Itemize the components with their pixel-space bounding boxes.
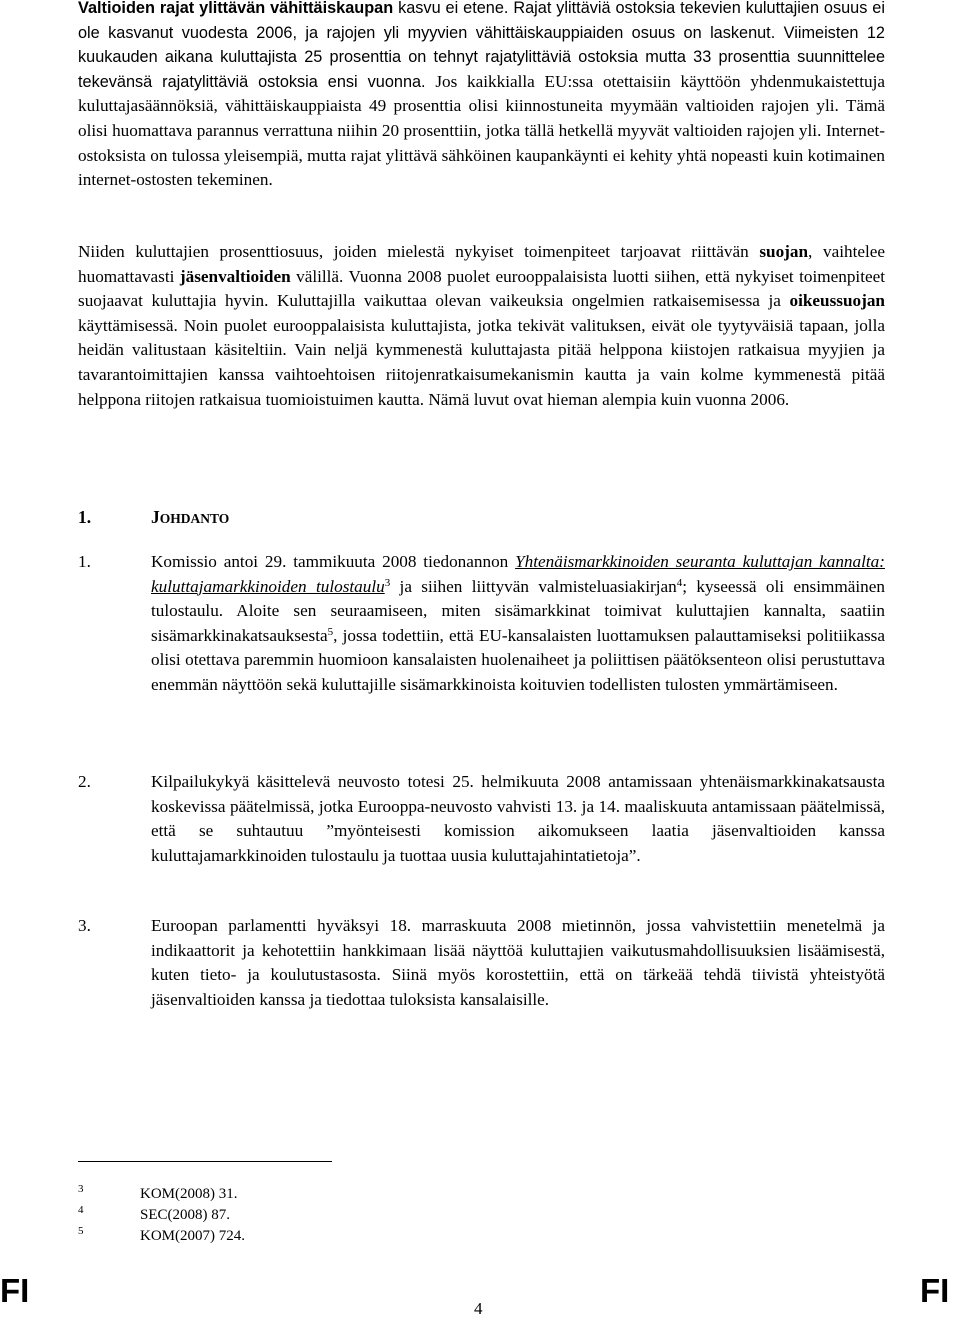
item-number: 2. xyxy=(78,772,91,791)
section-number: 1. xyxy=(78,507,92,527)
item-text: Komissio antoi 29. tammikuuta 2008 tiedonannon Yhtenäismarkkinoiden seuranta kuluttajan kannalta: kuluttajamarkkinoiden tulostaulu$^3$ ja siihen liittyvän valmisteluasiakirjan$^4$; kyseessä oli ensimmäinen tulostaulu. Aloite sen seuraamiseen, miten sisämarkkinat toimivat kuluttajien kannalta, saatiin sisämarkkinakatsauksesta$^5$, jossa todettiin, että EU-kansalaisten luottamuksen palauttamiseksi politiikassa olisi otettava paremmin huomioon kansalaisten huolenaiheet ja poliittisen päätöksenteon olisi perustuttava enemmän näyttöön sekä kuluttajille sisämarkkinoista koituvien todellisten tulosten ymmärtämiseen. xyxy=(151,552,885,694)
footnote-separator xyxy=(78,1161,332,1162)
item-text: Kilpailukykyä käsittelevä neuvosto totesi 25. helmikuuta 2008 antamissaan yhtenäismarkkinakatsausta koskevissa päätelmissä, jotka Eurooppa-neuvosto vahvisti 13. ja 14. maaliskuuta antamissaan päätelmissä, että se suhtautuu ”myönteisesti komission aikomukseen laatia jäsenvaltioiden kanssa kuluttajamarkkinoiden tulostaulu ja tuottaa uusia kuluttajahintatietoja”. xyxy=(151,772,885,865)
item-number: 3. xyxy=(78,916,91,935)
paragraph-consumer-protection: Niiden kuluttajien prosenttiosuus, joiden mielestä nykyiset toimenpiteet tarjoavat riittävän suojan, vaihtelee huomattavasti jäsenvaltioiden välillä. Vuonna 2008 puolet eurooppalaisista luotti siihen, että nykyiset toimenpiteet suojaavat kuluttajia hyvin. Kuluttajilla vaikuttaa olevan vaikeuksia ongelmien ratkaisemisessa ja oikeussuojan käyttämisessä. Noin puolet eurooppalaisista kuluttajista, jotka tekivät valituksen, eivät ole tyytyväisiä tapaan, jolla heidän valitustaan käsiteltiin. Vain neljä kymmenestä kuluttajasta pitää helppona kiistojen ratkaisua myyjien ja tavarantoimittajien kanssa vaihtoehtoisen riitojenratkaisumekanismin kautta ja vain kolme kymmenestä pitää helppona riitojen ratkaisua tuomioistuimen kautta. Nämä luvut ovat hieman alempia kuin vuonna 2006. xyxy=(78,242,886,409)
bold-term: suojan xyxy=(759,242,809,261)
publication-title: Yhtenäismarkkinoiden seuranta kuluttajan kannalta: kuluttajamarkkinoiden tulostaulu xyxy=(151,552,885,596)
footnote-text: KOM(2007) 724. xyxy=(140,1228,245,1244)
footnote-number: 4 xyxy=(78,1204,84,1216)
footnote-number: 3 xyxy=(78,1183,84,1195)
item-number: 1. xyxy=(78,552,91,571)
footer-language-left: FI xyxy=(0,1272,30,1309)
footnote-ref: 5 xyxy=(327,625,334,638)
item-text: Euroopan parlamentti hyväksyi 18. marraskuuta 2008 mietinnön, jossa vahvistettiin menetelmä ja indikaattorit ja kehotettiin hankkimaan lisää näyttöä kuluttajien vaikutusmahdollisuuksien lisäämisestä, kuten tieto- ja koulutustasosta. Siinä myös korostettiin, että on tärkeää tehdä tiivistä yhteistyötä jäsenvaltioiden kanssa ja tiedottaa tuloksista kansalaisille. xyxy=(151,916,885,1009)
footnote-text: SEC(2008) 87. xyxy=(140,1207,230,1223)
footer-language-right: FI xyxy=(920,1272,950,1309)
section-heading: 1. JOHDANTO xyxy=(78,507,230,527)
page-number: 4 xyxy=(474,1299,483,1318)
bold-term: jäsenvaltioiden xyxy=(179,266,291,286)
footnote-number: 5 xyxy=(78,1225,84,1237)
footnote-ref: 3 xyxy=(384,576,391,589)
paragraph-cross-border-retail: Valtioiden rajat ylittävän vähittäiskaupan kasvu ei etene. Rajat ylittäviä ostoksia tekevien kuluttajien osuus ei ole kasvanut vuodesta 2006, ja rajojen yli myyvien vähittäiskauppiaiden osuus on laskenut. Viimeisten 12 kuukauden aikana kuluttajista 25 prosenttia on tehnyt rajatylittäviä ostoksia mutta 33 prosenttia suunnittelee tekevänsä rajatylittäviä ostoksia ensi vuonna. Jos kaikkialla EU:ssa otettaisiin käyttöön yhdenmukaistettuja kuluttajasäännöksiä, vähittäiskauppiaista 49 prosenttia olisi kiinnostuneita myymään valtioiden rajojen yli. Tämä olisi huomattava parannus verrattuna niihin 20 prosenttiin, jotka tällä hetkellä myyvät valtioiden rajojen yli. Internet-ostoksista on tulossa yleisempiä, mutta rajat ylittävä sähköinen kaupankäynti ei kehity yhtä nopeasti kuin kotimainen internet-ostosten tekeminen. xyxy=(78,0,885,190)
footnote-ref: 4 xyxy=(676,576,683,589)
bold-term: oikeussuojan xyxy=(789,291,885,311)
bold-term: Valtioiden rajat ylittävän vähittäiskaupan xyxy=(78,0,394,17)
footnote-text: KOM(2008) 31. xyxy=(140,1186,238,1202)
